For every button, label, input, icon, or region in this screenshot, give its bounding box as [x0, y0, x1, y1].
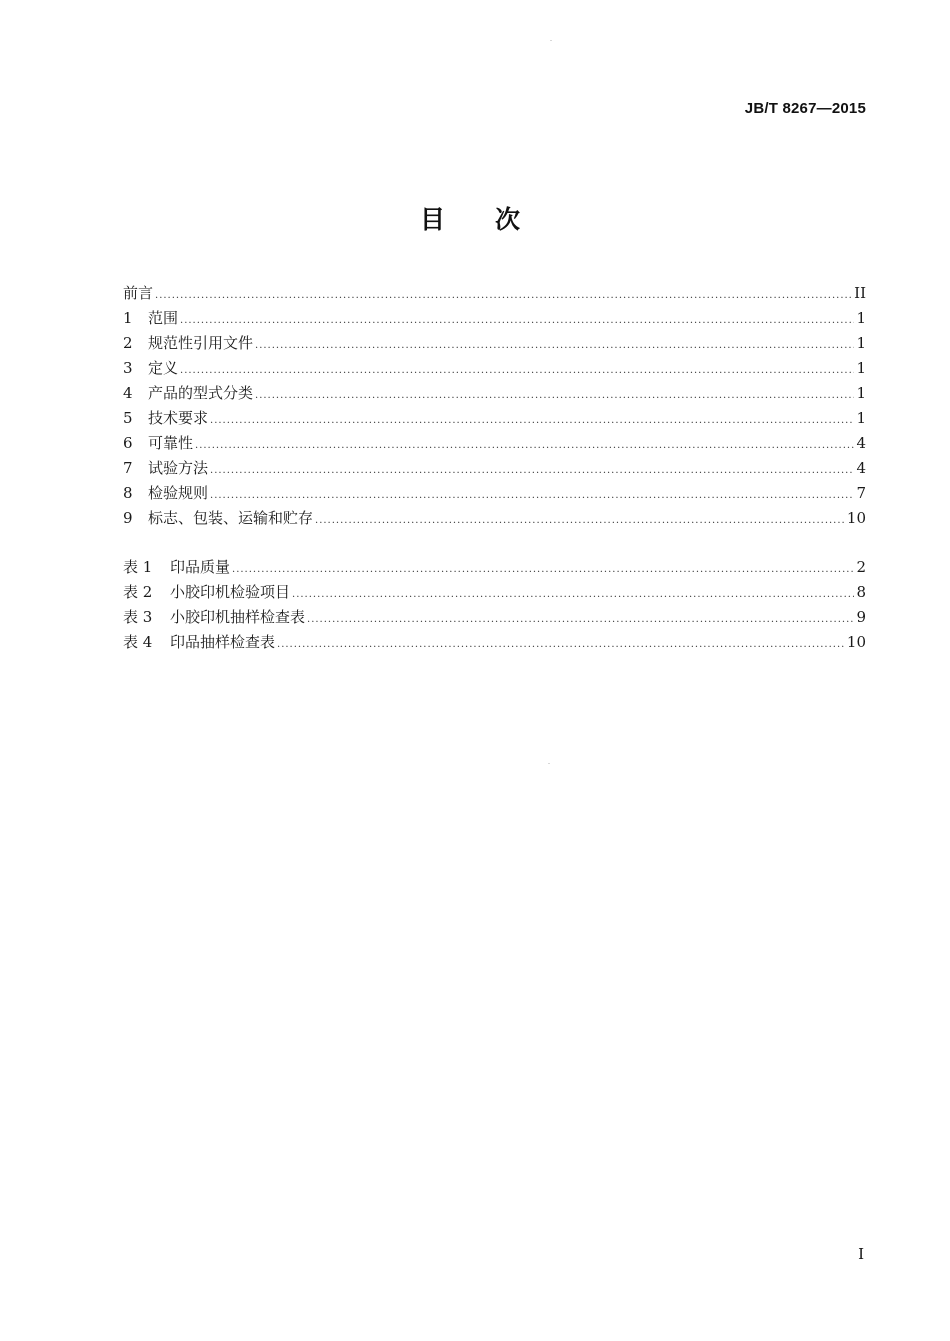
table-entry-page: 8: [856, 583, 866, 601]
dot-leader: [292, 582, 854, 607]
toc-entry-number: 1: [123, 309, 133, 327]
toc-entry-label: 规范性引用文件: [148, 334, 254, 352]
toc-entry-1[interactable]: [123, 306, 866, 331]
toc-entry-label: 前言: [123, 284, 154, 302]
table-entry-page: 2: [856, 558, 866, 576]
table-entry-label: 小胶印机检验项目: [170, 583, 291, 601]
toc-entry-page: 1: [856, 359, 866, 377]
toc-entry-page: 1: [856, 384, 866, 402]
dot-leader: [180, 308, 854, 333]
dot-leader: [180, 358, 854, 383]
toc-entry-number: 2: [123, 334, 133, 352]
toc-entry-label: 可靠性: [148, 434, 194, 452]
standard-number-header: JB/T 8267—2015: [744, 100, 866, 117]
list-of-tables: [123, 555, 866, 655]
toc-entry-label: 标志、包装、运输和贮存: [148, 509, 314, 527]
table-entry-number: 表 2: [123, 583, 153, 601]
scan-speck: [548, 763, 550, 764]
dot-leader: [277, 632, 845, 657]
table-entry-label: 印品质量: [170, 558, 231, 576]
table-entry-1[interactable]: [123, 555, 866, 580]
dot-leader: [195, 433, 854, 458]
toc-entry-page: 1: [856, 334, 866, 352]
toc-entry-page: 10: [846, 509, 866, 527]
toc-entry-number: 8: [123, 484, 133, 502]
page-number-footer: I: [858, 1245, 864, 1263]
toc-entry-page: 4: [856, 434, 866, 452]
toc-entry-2[interactable]: [123, 331, 866, 356]
toc-entry-5[interactable]: [123, 406, 866, 431]
toc-entry-4[interactable]: [123, 381, 866, 406]
dot-leader: [255, 333, 854, 358]
table-entry-label: 印品抽样检查表: [170, 633, 276, 651]
toc-entry-label: 试验方法: [148, 459, 209, 477]
toc-entry-6[interactable]: [123, 431, 866, 456]
table-entry-page: 10: [846, 633, 866, 651]
table-entry-2[interactable]: [123, 580, 866, 605]
toc-entry-number: 5: [123, 409, 133, 427]
toc-entry-number: 3: [123, 359, 133, 377]
toc-entry-number: 4: [123, 384, 133, 402]
page-title: 目次: [419, 205, 570, 234]
dot-leader: [315, 508, 845, 533]
dot-leader: [155, 283, 852, 308]
table-entry-page: 9: [856, 608, 866, 626]
toc-entry-number: 6: [123, 434, 133, 452]
toc-entry-number: 9: [123, 509, 133, 527]
table-entry-number: 表 1: [123, 558, 153, 576]
toc-entry-label: 技术要求: [148, 409, 209, 427]
toc-entry-page: II: [854, 284, 866, 302]
toc-entry-foreword[interactable]: [123, 281, 866, 306]
dot-leader: [255, 383, 854, 408]
toc-entry-page: 1: [856, 409, 866, 427]
toc-entry-label: 定义: [148, 359, 179, 377]
dot-leader: [307, 607, 854, 632]
toc-entry-page: 1: [856, 309, 866, 327]
dot-leader: [210, 483, 854, 508]
table-of-contents: [123, 281, 866, 531]
toc-entry-label: 产品的型式分类: [148, 384, 254, 402]
table-entry-4[interactable]: [123, 630, 866, 655]
scan-speck: [550, 40, 552, 41]
toc-entry-number: 7: [123, 459, 133, 477]
dot-leader: [210, 408, 854, 433]
toc-entry-9[interactable]: [123, 506, 866, 531]
dot-leader: [232, 557, 854, 582]
table-entry-3[interactable]: [123, 605, 866, 630]
toc-entry-page: 7: [856, 484, 866, 502]
toc-entry-label: 检验规则: [148, 484, 209, 502]
toc-entry-3[interactable]: [123, 356, 866, 381]
toc-entry-page: 4: [856, 459, 866, 477]
dot-leader: [210, 458, 854, 483]
table-entry-number: 表 4: [123, 633, 153, 651]
toc-entry-7[interactable]: [123, 456, 866, 481]
table-entry-label: 小胶印机抽样检查表: [170, 608, 306, 626]
toc-entry-label: 范围: [148, 309, 179, 327]
toc-entry-8[interactable]: [123, 481, 866, 506]
table-entry-number: 表 3: [123, 608, 153, 626]
